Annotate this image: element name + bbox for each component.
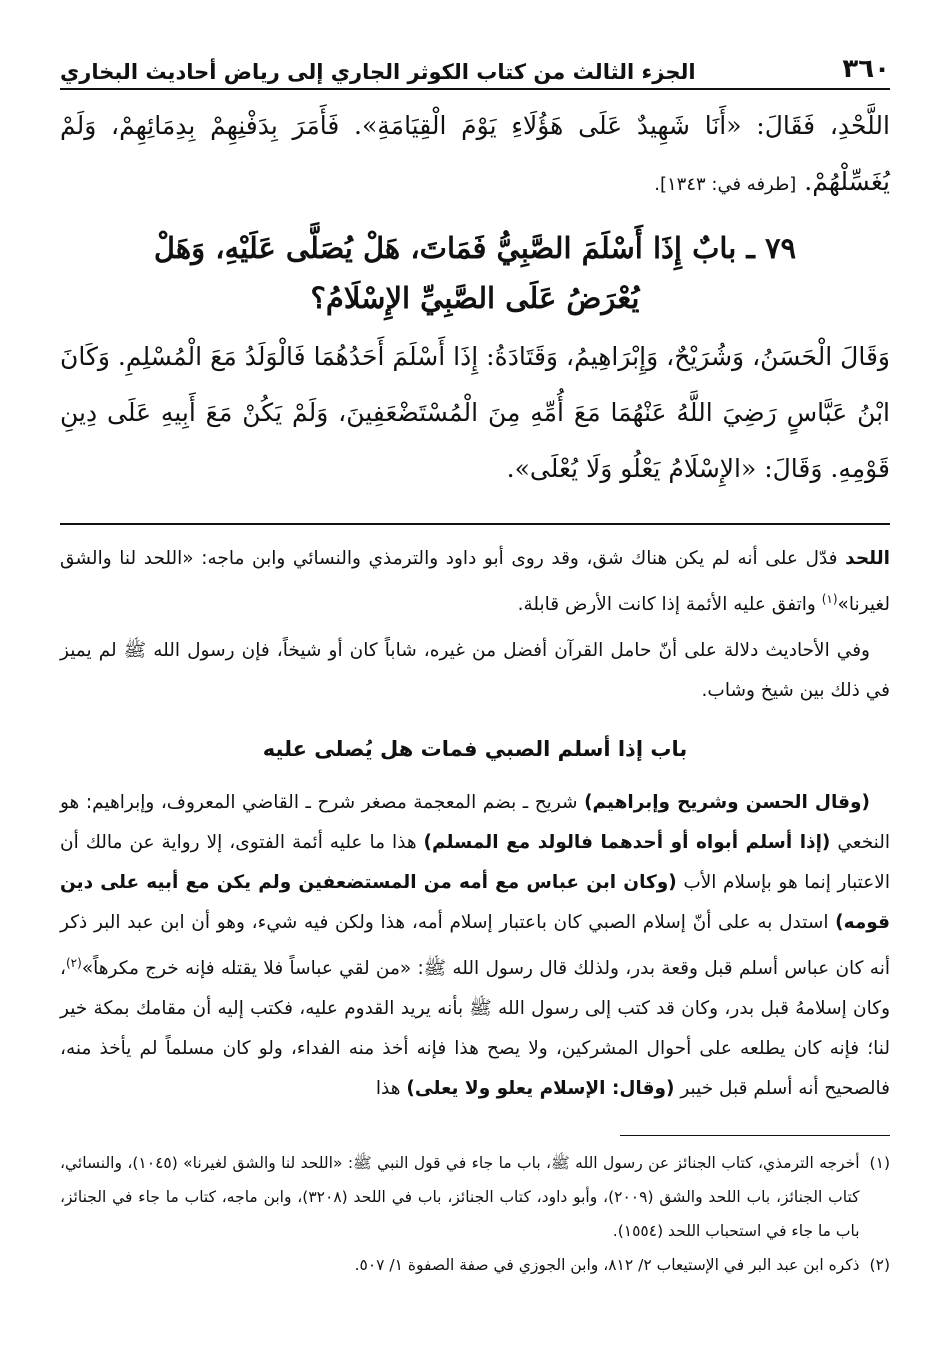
commentary-text: هذا: [375, 1078, 407, 1100]
commentary-text: واتفق عليه الأئمة إذا كانت الأرض قابلة.: [517, 594, 822, 616]
footnotes-section: [60, 1146, 890, 1282]
commentary-text: هذا ما عليه أئمة الفتوى، إلا رواية عن مالك أن الاعتبار إنما هو بإسلام الأب: [60, 832, 890, 894]
footnote-item: [60, 1146, 890, 1248]
chapter-heading: ٧٩ ـ بابٌ إِذَا أَسْلَمَ الصَّبِيُّ فَمَاتَ، هَلْ يُصَلَّى عَلَيْهِ، وَهَلْ يُعْرَضُ عَلَى الصَّبِيِّ الإِسْلَامُ؟: [153, 231, 797, 315]
commentary-paragraph-3: [60, 783, 890, 1109]
quoted-matn: (إذا أسلم أبواه أو أحدهما فالولد مع المسلم): [423, 832, 831, 854]
footnote-text: أخرجه الترمذي، كتاب الجنائز عن رسول الله ﷺ، باب ما جاء في قول النبي ﷺ: «اللحد لنا والشق لغيرنا» (١٠٤٥)، والنسائي، كتاب الجنائز، باب اللحد والشق (٢٠٠٩)، وأبو داود، كتاب الجنائز، باب في اللحد (٣٢٠٨)، وابن ماجه، كتاب ما جاء في الجنائز، باب ما جاء في استحباب اللحد (١٥٥٤).: [60, 1154, 860, 1241]
footnote-number: (٢): [869, 1256, 890, 1275]
hadith-intro-text: اللَّحْدِ، فَقَالَ: «أَنَا شَهِيدٌ عَلَى هَؤُلَاءِ يَوْمَ الْقِيَامَةِ». فَأَمَرَ بِدَفْنِهِمْ بِدِمَائِهِمْ، وَلَمْ يُغَسِّلْهُمْ.: [60, 111, 890, 196]
quoted-matn: (وقال الحسن وشريح وإبراهيم): [584, 792, 870, 814]
commentary-section: [60, 539, 890, 1109]
quoted-matn: (وكان ابن عباس مع أمه من المستضعفين ولم يكن مع أبيه على دين قومه): [60, 872, 890, 934]
commentary-text: فدّل على أنه لم يكن هناك شق، وقد روى أبو داود والترمذي والنسائي وابن ماجه: «اللحد لنا والشق لغيرنا»: [60, 548, 890, 616]
footnote-divider: [620, 1135, 890, 1136]
commentary-sub-heading: باب إذا أسلم الصبي فمات هل يُصلى عليه: [262, 737, 688, 762]
book-page: [60, 44, 890, 1341]
footnote-item: [60, 1248, 890, 1282]
footnote-ref-1: (١): [821, 592, 838, 606]
commentary-paragraph-1: [60, 539, 890, 625]
commentary-term: اللحد: [845, 548, 890, 569]
hadith-text-section: [60, 98, 890, 497]
footnote-text: ذكره ابن عبد البر في الإستيعاب ٢/ ٨١٢، وابن الجوزي في صفة الصفوة ١/ ٥٠٧.: [354, 1256, 860, 1275]
footnote-ref-2: (٢): [65, 956, 82, 971]
footnote-number: (١): [869, 1154, 890, 1173]
cross-reference-note: [طرفه في: ١٣٤٣].: [654, 174, 797, 195]
commentary-text: شريح ـ بضم المعجمة مصغر شرح ـ القاضي المعروف، وإبراهيم: هو النخعي: [60, 792, 890, 854]
running-header: [60, 44, 890, 90]
chapter-text: وَقَالَ الْحَسَنُ، وَشُرَيْحٌ، وَإِبْرَاهِيمُ، وَقَتَادَةُ: إِذَا أَسْلَمَ أَحَدُهُمَا فَالْوَلَدُ مَعَ الْمُسْلِمِ. وَكَانَ ابْنُ عَبَّاسٍ رَضِيَ اللَّهُ عَنْهُمَا مَعَ أُمِّهِ مِنَ الْمُسْتَضْعَفِينَ، وَلَمْ يَكُنْ مَعَ أَبِيهِ عَلَى دِينِ قَوْمِهِ. وَقَالَ: «الإِسْلَامُ يَعْلُو وَلَا يُعْلَى».: [60, 342, 890, 483]
running-title: الجزء الثالث من كتاب الكوثر الجاري إلى رياض أحاديث البخاري: [60, 60, 696, 84]
commentary-text: استدل به على أنّ إسلام الصبي كان باعتبار إسلام أمه، هذا ولكن فيه شيء، وهو أن ابن عبد البر ذكر أنه كان عباس أسلم قبل وقعة بدر، ولذلك قال رسول الله ﷺ: «من لقي عباساً فلا يقتله فإنه خرج مكرهاً»: [60, 912, 890, 980]
hadith-continuation: [60, 98, 890, 213]
page-number: ٣٦٠: [842, 54, 890, 84]
commentary-paragraph-2: وفي الأحاديث دلالة على أنّ حامل القرآن أفضل من غيره، شاباً كان أو شيخاً، فإن رسول الله ﷺ لم يميز في ذلك بين شيخ وشاب.: [60, 640, 890, 702]
commentary-text: ، وكان إسلامهُ قبل بدر، وكان قد كتب إلى رسول الله ﷺ بأنه يريد القدوم عليه، فكتب إليه أن مقامك بمكة خير لنا؛ فإنه كان يطلعه على أحوال المشركين، ولا يصح هذا فإنه أخذ منه الفداء، ولو كان مسلماً لم يأخذ منه، فالصحيح أنه أسلم قبل خيبر: [60, 958, 890, 1100]
section-divider: [60, 523, 890, 525]
quoted-matn: (وقال: الإسلام يعلو ولا يعلى): [406, 1078, 675, 1100]
